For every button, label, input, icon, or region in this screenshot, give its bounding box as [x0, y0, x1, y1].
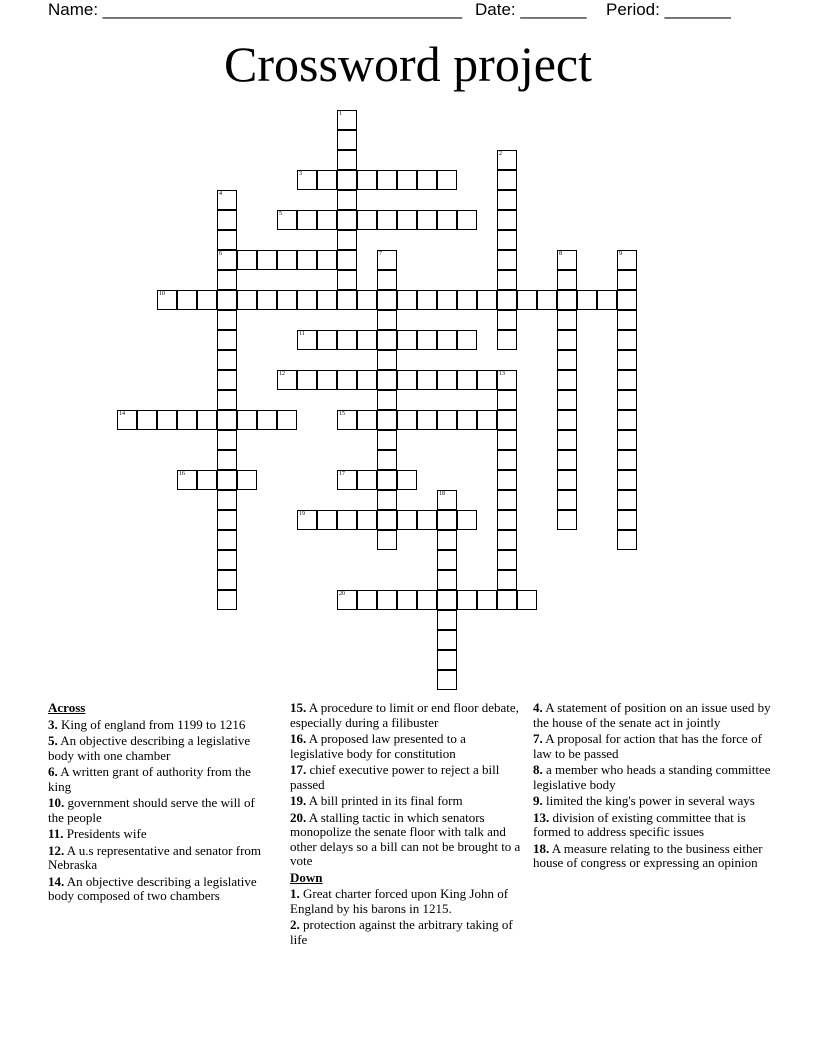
grid-cell[interactable] [197, 470, 217, 490]
grid-cell[interactable] [217, 330, 237, 350]
grid-cell[interactable] [337, 410, 357, 430]
grid-cell[interactable] [297, 510, 317, 530]
grid-cell[interactable] [497, 230, 517, 250]
grid-cell[interactable] [377, 330, 397, 350]
grid-cell[interactable] [217, 550, 237, 570]
grid-cell[interactable] [497, 410, 517, 430]
grid-cell[interactable] [217, 190, 237, 210]
grid-cell[interactable] [257, 410, 277, 430]
grid-cell[interactable] [337, 290, 357, 310]
grid-cell[interactable] [477, 370, 497, 390]
clue-number: 14 [119, 411, 125, 417]
down-heading: Down [290, 869, 323, 885]
grid-cell[interactable] [377, 270, 397, 290]
grid-cell[interactable] [377, 370, 397, 390]
clue-number: 11 [299, 331, 305, 337]
grid-cell[interactable] [617, 470, 637, 490]
grid-cell[interactable] [437, 610, 457, 630]
grid-cell[interactable] [377, 410, 397, 430]
grid-cell[interactable] [557, 510, 577, 530]
grid-cell[interactable] [337, 110, 357, 130]
grid-cell[interactable] [437, 630, 457, 650]
grid-cell[interactable] [577, 290, 597, 310]
grid-cell[interactable] [377, 530, 397, 550]
grid-cell[interactable] [217, 570, 237, 590]
grid-cell[interactable] [297, 250, 317, 270]
grid-cell[interactable] [177, 470, 197, 490]
grid-cell[interactable] [417, 330, 437, 350]
grid-cell[interactable] [497, 150, 517, 170]
grid-cell[interactable] [337, 230, 357, 250]
grid-cell[interactable] [357, 210, 377, 230]
grid-cell[interactable] [497, 250, 517, 270]
grid-cell[interactable] [177, 290, 197, 310]
across-clue: 17. chief executive power to reject a bill passed [290, 762, 500, 792]
grid-cell[interactable] [337, 470, 357, 490]
grid-cell[interactable] [417, 590, 437, 610]
grid-cell[interactable] [457, 370, 477, 390]
grid-cell[interactable] [297, 290, 317, 310]
grid-cell[interactable] [557, 310, 577, 330]
grid-cell[interactable] [377, 210, 397, 230]
grid-cell[interactable] [237, 470, 257, 490]
grid-cell[interactable] [117, 410, 137, 430]
grid-cell[interactable] [517, 590, 537, 610]
grid-cell[interactable] [317, 210, 337, 230]
down-clue: 2. protection against the arbitrary taking of life [290, 917, 513, 947]
across-clue: 5. An objective describing a legislative body with one chamber [48, 733, 251, 763]
grid-cell[interactable] [497, 430, 517, 450]
clue-number: 16 [179, 471, 185, 477]
grid-cell[interactable] [397, 370, 417, 390]
grid-cell[interactable] [297, 330, 317, 350]
grid-cell[interactable] [397, 590, 417, 610]
down-clue: 1. Great charter forced upon King John of England by his barons in 1215. [290, 886, 509, 916]
grid-cell[interactable] [317, 290, 337, 310]
grid-cell[interactable] [617, 270, 637, 290]
clues-column-1 [48, 701, 270, 906]
grid-cell[interactable] [337, 270, 357, 290]
grid-cell[interactable] [357, 410, 377, 430]
grid-cell[interactable] [257, 250, 277, 270]
clue-number: 13 [499, 371, 505, 377]
grid-cell[interactable] [497, 390, 517, 410]
grid-cell[interactable] [317, 250, 337, 270]
grid-cell[interactable] [217, 490, 237, 510]
grid-cell[interactable] [157, 290, 177, 310]
grid-cell[interactable] [557, 330, 577, 350]
grid-cell[interactable] [277, 290, 297, 310]
grid-cell[interactable] [497, 210, 517, 230]
grid-cell[interactable] [417, 210, 437, 230]
grid-cell[interactable] [497, 330, 517, 350]
clue-number: 8 [559, 251, 562, 257]
grid-cell[interactable] [337, 190, 357, 210]
clue-number: 5 [279, 211, 282, 217]
grid-cell[interactable] [237, 250, 257, 270]
grid-cell[interactable] [617, 330, 637, 350]
grid-cell[interactable] [337, 330, 357, 350]
grid-cell[interactable] [237, 410, 257, 430]
grid-cell[interactable] [337, 150, 357, 170]
grid-cell[interactable] [437, 570, 457, 590]
grid-cell[interactable] [537, 290, 557, 310]
grid-cell[interactable] [217, 290, 237, 310]
clue-number: 7 [379, 251, 382, 257]
grid-cell[interactable] [437, 330, 457, 350]
grid-cell[interactable] [217, 510, 237, 530]
grid-cell[interactable] [397, 210, 417, 230]
across-clue: 16. A proposed law presented to a legislative body for constitution [290, 731, 466, 761]
grid-cell[interactable] [337, 210, 357, 230]
grid-cell[interactable] [497, 550, 517, 570]
grid-cell[interactable] [497, 270, 517, 290]
grid-cell[interactable] [217, 350, 237, 370]
grid-cell[interactable] [357, 170, 377, 190]
grid-cell[interactable] [437, 590, 457, 610]
clue-number: 17 [339, 471, 345, 477]
grid-cell[interactable] [417, 370, 437, 390]
grid-cell[interactable] [557, 470, 577, 490]
grid-cell[interactable] [617, 530, 637, 550]
grid-cell[interactable] [597, 290, 617, 310]
clue-number: 15 [339, 411, 345, 417]
grid-cell[interactable] [457, 590, 477, 610]
grid-cell[interactable] [317, 170, 337, 190]
grid-cell[interactable] [377, 250, 397, 270]
grid-cell[interactable] [457, 410, 477, 430]
grid-cell[interactable] [277, 370, 297, 390]
clue-number: 4 [219, 191, 222, 197]
grid-cell[interactable] [437, 490, 457, 510]
clue-number: 3 [299, 171, 302, 177]
grid-cell[interactable] [617, 390, 637, 410]
grid-cell[interactable] [557, 350, 577, 370]
grid-cell[interactable] [617, 250, 637, 270]
grid-cell[interactable] [557, 410, 577, 430]
across-clue: 10. government should serve the will of the people [48, 795, 255, 825]
down-clue: 18. A measure relating to the business either house of congress or expressing an opinion [533, 840, 763, 870]
grid-cell[interactable] [617, 490, 637, 510]
grid-cell[interactable] [317, 510, 337, 530]
down-clue: 7. A proposal for action that has the force of law to be passed [533, 731, 762, 761]
grid-cell[interactable] [217, 310, 237, 330]
clues-column-2 [290, 701, 522, 949]
grid-cell[interactable] [397, 410, 417, 430]
across-clue: 3. King of england from 1199 to 1216 [48, 716, 246, 732]
grid-cell[interactable] [197, 290, 217, 310]
down-clue: 4. A statement of position on an issue used by the house of the senate act in jointly [533, 700, 771, 730]
grid-cell[interactable] [417, 410, 437, 430]
grid-cell[interactable] [277, 210, 297, 230]
grid-cell[interactable] [337, 250, 357, 270]
grid-cell[interactable] [497, 590, 517, 610]
grid-cell[interactable] [557, 270, 577, 290]
grid-cell[interactable] [437, 530, 457, 550]
clues-column-3 [533, 701, 773, 873]
grid-cell[interactable] [337, 510, 357, 530]
grid-cell[interactable] [357, 370, 377, 390]
grid-cell[interactable] [217, 410, 237, 430]
clue-number: 20 [339, 591, 345, 597]
grid-cell[interactable] [197, 410, 217, 430]
grid-cell[interactable] [457, 290, 477, 310]
period-field[interactable]: Period: _______ [606, 0, 731, 19]
clue-number: 12 [279, 371, 285, 377]
across-clue: 15. A procedure to limit or end floor debate, especially during a filibuster [290, 700, 519, 730]
grid-cell[interactable] [217, 450, 237, 470]
grid-cell[interactable] [437, 670, 457, 690]
grid-cell[interactable] [217, 210, 237, 230]
grid-cell[interactable] [557, 450, 577, 470]
grid-cell[interactable] [377, 290, 397, 310]
date-field[interactable]: Date: _______ [475, 0, 587, 19]
grid-cell[interactable] [377, 450, 397, 470]
across-clue: 19. A bill printed in its final form [290, 793, 463, 808]
grid-cell[interactable] [617, 450, 637, 470]
grid-cell[interactable] [277, 410, 297, 430]
across-clue: 12. A u.s representative and senator from Nebraska [48, 842, 262, 872]
grid-cell[interactable] [497, 290, 517, 310]
grid-cell[interactable] [477, 590, 497, 610]
grid-cell[interactable] [617, 510, 637, 530]
grid-cell[interactable] [437, 550, 457, 570]
grid-cell[interactable] [297, 170, 317, 190]
grid-cell[interactable] [157, 410, 177, 430]
grid-cell[interactable] [437, 210, 457, 230]
grid-cell[interactable] [557, 390, 577, 410]
grid-cell[interactable] [357, 290, 377, 310]
clue-number: 10 [159, 291, 165, 297]
grid-cell[interactable] [617, 430, 637, 450]
clue-number: 6 [219, 251, 222, 257]
grid-cell[interactable] [397, 170, 417, 190]
grid-cell[interactable] [217, 270, 237, 290]
clue-number: 19 [299, 511, 305, 517]
across-heading: Across [48, 700, 86, 715]
grid-cell[interactable] [417, 170, 437, 190]
grid-cell[interactable] [397, 290, 417, 310]
grid-cell[interactable] [317, 330, 337, 350]
grid-cell[interactable] [517, 290, 537, 310]
grid-cell[interactable] [397, 330, 417, 350]
clue-number: 18 [439, 491, 445, 497]
grid-cell[interactable] [137, 410, 157, 430]
grid-cell[interactable] [357, 510, 377, 530]
grid-cell[interactable] [437, 510, 457, 530]
across-clue: 20. A stalling tactic in which senators monopolize the senate floor with talk and other delays so a bill can not be brought to a vote [290, 809, 521, 868]
grid-cell[interactable] [297, 370, 317, 390]
grid-cell[interactable] [497, 370, 517, 390]
across-clue: 14. An objective describing a legislative body composed of two chambers [48, 873, 257, 903]
across-clue: 6. A written grant of authority from the king [48, 764, 251, 794]
grid-cell[interactable] [497, 510, 517, 530]
grid-cell[interactable] [317, 370, 337, 390]
grid-cell[interactable] [617, 290, 637, 310]
grid-cell[interactable] [217, 250, 237, 270]
grid-cell[interactable] [337, 170, 357, 190]
grid-cell[interactable] [617, 310, 637, 330]
grid-cell[interactable] [437, 290, 457, 310]
grid-cell[interactable] [617, 370, 637, 390]
grid-cell[interactable] [217, 590, 237, 610]
grid-cell[interactable] [397, 470, 417, 490]
grid-cell[interactable] [457, 330, 477, 350]
grid-cell[interactable] [497, 530, 517, 550]
down-clue: 9. limited the king's power in several ways [533, 793, 755, 808]
grid-cell[interactable] [497, 570, 517, 590]
grid-cell[interactable] [377, 430, 397, 450]
grid-cell[interactable] [497, 190, 517, 210]
grid-cell[interactable] [217, 230, 237, 250]
grid-cell[interactable] [217, 370, 237, 390]
grid-cell[interactable] [457, 510, 477, 530]
grid-cell[interactable] [557, 490, 577, 510]
grid-cell[interactable] [417, 510, 437, 530]
across-clue: 11. Presidents wife [48, 826, 147, 841]
grid-cell[interactable] [217, 470, 237, 490]
grid-cell[interactable] [477, 410, 497, 430]
grid-cell[interactable] [377, 590, 397, 610]
grid-cell[interactable] [557, 250, 577, 270]
grid-cell[interactable] [437, 170, 457, 190]
grid-cell[interactable] [437, 650, 457, 670]
grid-cell[interactable] [357, 470, 377, 490]
grid-cell[interactable] [377, 490, 397, 510]
grid-cell[interactable] [377, 350, 397, 370]
grid-cell[interactable] [237, 290, 257, 310]
grid-cell[interactable] [397, 510, 417, 530]
grid-cell[interactable] [437, 410, 457, 430]
page-title: Crossword project [224, 36, 592, 92]
grid-cell[interactable] [357, 330, 377, 350]
grid-cell[interactable] [177, 410, 197, 430]
grid-cell[interactable] [357, 590, 377, 610]
grid-cell[interactable] [557, 430, 577, 450]
grid-cell[interactable] [497, 170, 517, 190]
grid-cell[interactable] [377, 510, 397, 530]
clue-number: 2 [499, 151, 502, 157]
down-clue: 13. division of existing committee that is formed to address specific issues [533, 809, 746, 839]
grid-cell[interactable] [217, 530, 237, 550]
grid-cell[interactable] [557, 290, 577, 310]
grid-cell[interactable] [377, 470, 397, 490]
grid-cell[interactable] [437, 370, 457, 390]
clue-number: 9 [619, 251, 622, 257]
grid-cell[interactable] [217, 430, 237, 450]
grid-cell[interactable] [477, 290, 497, 310]
grid-cell[interactable] [497, 470, 517, 490]
name-field[interactable]: Name: ______________________________________ [48, 0, 463, 19]
grid-cell[interactable] [617, 410, 637, 430]
down-clue: 8. a member who heads a standing committee legislative body [533, 762, 771, 792]
clue-number: 1 [339, 111, 342, 117]
grid-cell[interactable] [257, 290, 277, 310]
grid-cell[interactable] [417, 290, 437, 310]
grid-cell[interactable] [497, 310, 517, 330]
grid-cell[interactable] [457, 210, 477, 230]
grid-cell[interactable] [337, 370, 357, 390]
grid-cell[interactable] [297, 210, 317, 230]
grid-cell[interactable] [217, 390, 237, 410]
grid-cell[interactable] [557, 370, 577, 390]
grid-cell[interactable] [377, 310, 397, 330]
grid-cell[interactable] [377, 170, 397, 190]
grid-cell[interactable] [617, 350, 637, 370]
grid-cell[interactable] [497, 490, 517, 510]
grid-cell[interactable] [337, 590, 357, 610]
grid-cell[interactable] [497, 450, 517, 470]
grid-cell[interactable] [337, 130, 357, 150]
grid-cell[interactable] [377, 390, 397, 410]
grid-cell[interactable] [277, 250, 297, 270]
